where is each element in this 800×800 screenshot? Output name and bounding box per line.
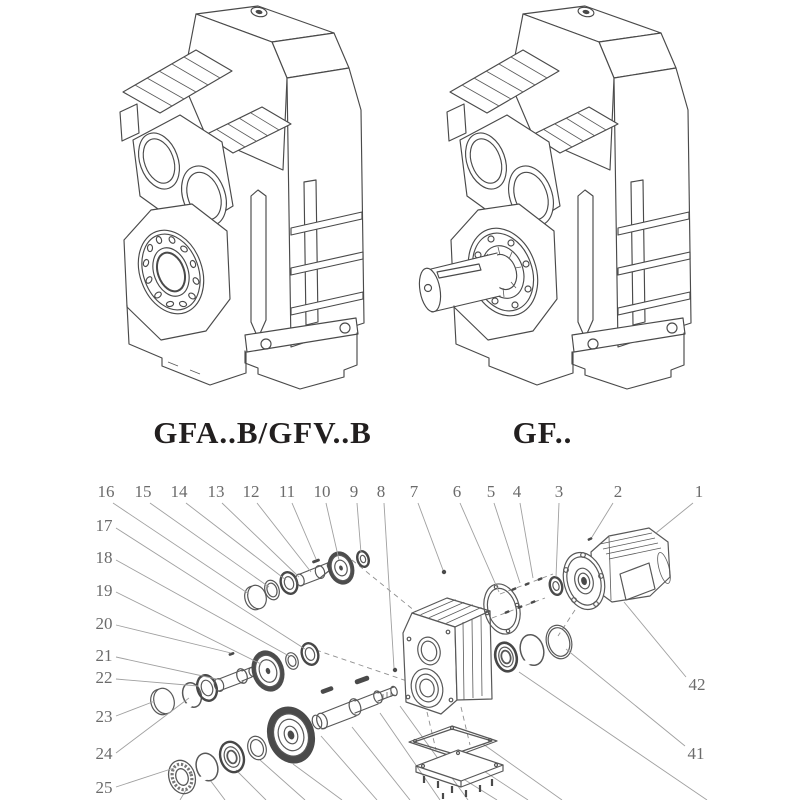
corner-rib: [578, 190, 593, 338]
callout-5: 5: [486, 482, 496, 501]
callout-2: 2: [613, 482, 623, 501]
leader-line-8: [384, 503, 394, 668]
callout-16: 16: [97, 482, 115, 501]
shaft-key: [320, 686, 334, 695]
hollow-shaft-flange: [124, 204, 230, 340]
callout-23: 23: [95, 707, 113, 726]
gearbox-drawing-gfab-gfvb: [60, 0, 390, 405]
oil-seal: [216, 739, 247, 776]
output-helical-gear: [260, 700, 323, 770]
leader-line-16: [113, 503, 249, 594]
leader-line-18: [116, 560, 289, 656]
callout-12: 12: [242, 482, 260, 501]
snap-ring: [517, 632, 547, 668]
gear-housing: [403, 598, 492, 714]
leader-line-7: [418, 503, 443, 570]
leader-line-22: [116, 679, 198, 686]
leader-line-12: [257, 503, 311, 572]
callout-42: 42: [688, 675, 706, 694]
callout-17: 17: [95, 516, 113, 535]
shaft-key: [354, 675, 370, 685]
callout-6: 6: [452, 482, 462, 501]
callout-3: 3: [554, 482, 564, 501]
callout-1: 1: [694, 482, 704, 501]
callout-25: 25: [95, 778, 113, 797]
gearbox-drawing-gf: [410, 0, 740, 405]
intermediate-gear-assembly: [147, 641, 321, 717]
callout-13: 13: [207, 482, 225, 501]
leader-line-41: [566, 649, 685, 746]
exploded-parts-diagram: [0, 470, 800, 800]
leader-line-1: [656, 503, 693, 533]
small-gear-ring: [299, 641, 321, 667]
leader-line-23: [116, 701, 155, 716]
leader-line-2: [592, 503, 613, 537]
flange-output-gearbox-body: [416, 6, 691, 389]
callout-18: 18: [95, 548, 113, 567]
helical-gear-1: [323, 548, 358, 588]
shaft-mounted-gearbox-body: [120, 6, 364, 389]
motor-shaft-bearing: [548, 576, 564, 596]
part-callouts: [96, 482, 706, 797]
leader-line-5: [494, 503, 520, 583]
spur-gear-2: [246, 646, 289, 696]
leader-line-15: [150, 503, 269, 587]
callout-15: 15: [134, 482, 152, 501]
caption-gf: GF..: [512, 415, 573, 450]
callout-11: 11: [278, 482, 296, 501]
callout-21: 21: [95, 646, 113, 665]
plug-screw: [442, 570, 446, 574]
leader-line-20: [116, 625, 231, 653]
output-flange: [416, 204, 557, 340]
leader-line-10: [326, 503, 339, 560]
callout-41: 41: [687, 744, 705, 763]
callout-14: 14: [170, 482, 188, 501]
motor-assembly: [557, 528, 673, 614]
plug-screw: [393, 668, 397, 672]
leader-line-4: [520, 503, 533, 578]
callout-20: 20: [95, 614, 113, 633]
leader-line-3: [556, 503, 559, 577]
ball-bearing: [164, 757, 199, 797]
caption-gfab-gfvb: GFA..B/GFV..B: [153, 415, 372, 450]
callout-7: 7: [409, 482, 419, 501]
leader-line-25: [116, 768, 174, 787]
leader-line-42: [624, 602, 686, 677]
spacer-ring: [245, 734, 270, 762]
callout-9: 9: [349, 482, 359, 501]
callout-4: 4: [512, 482, 522, 501]
leader-line-6: [460, 503, 499, 592]
leader-line-14: [186, 503, 286, 580]
snap-ring: [193, 750, 222, 783]
corner-rib: [251, 190, 266, 338]
key: [312, 558, 321, 564]
spacer-washer: [355, 550, 370, 569]
housing-cover: [416, 750, 503, 787]
callout-24: 24: [95, 744, 113, 763]
callout-8: 8: [376, 482, 386, 501]
leader-line-21: [116, 657, 221, 680]
bearing: [492, 640, 520, 673]
leader-line-11: [292, 503, 316, 559]
callout-19: 19: [95, 581, 113, 600]
callout-22: 22: [95, 668, 113, 687]
leader-line-9: [357, 503, 361, 553]
callout-10: 10: [313, 482, 331, 501]
